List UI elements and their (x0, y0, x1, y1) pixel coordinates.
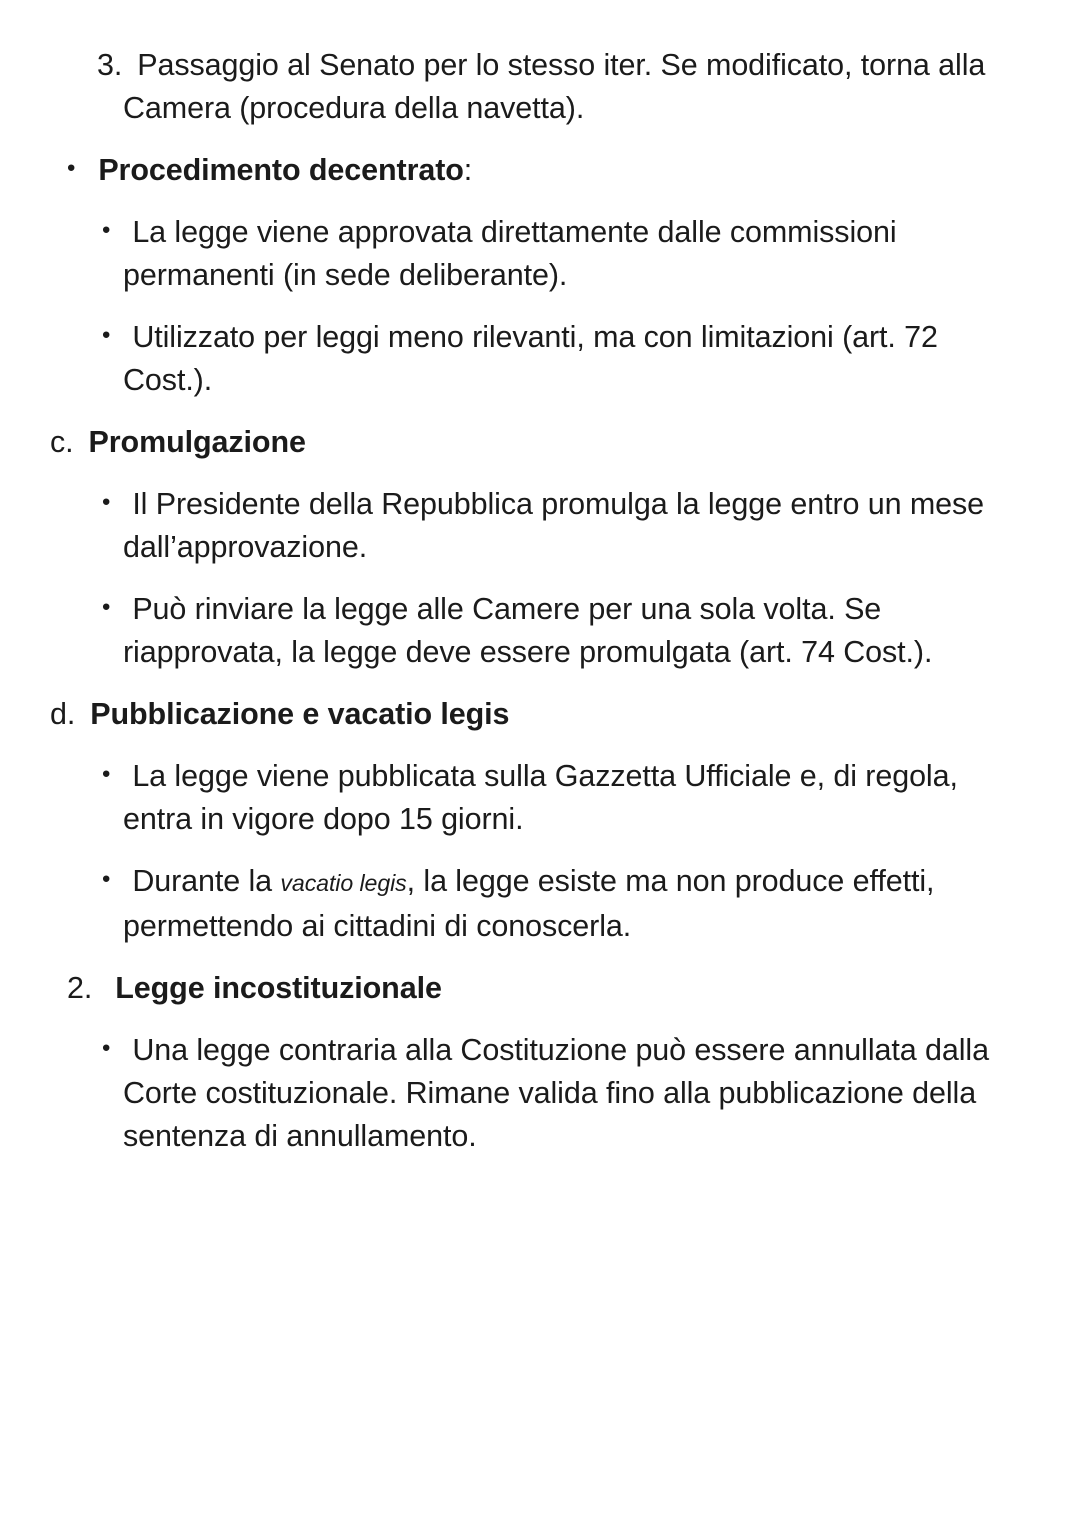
bullet-icon: • (102, 321, 111, 349)
numbered-item-3 (50, 44, 1025, 130)
bullet-label-suffix: : (463, 153, 473, 187)
numbered-item-text: Passaggio al Senato per lo stesso iter. Se modificato, torna alla Camera (procedura della navetta). (123, 48, 986, 125)
bullet-text: Può rinviare la legge alle Camere per una sola volta. Se riapprovata, la legge deve essere promulgata (art. 74 Cost.). (123, 592, 933, 669)
bullet-text: Il Presidente della Repubblica promulga la legge entro un mese dall’approvazione. (123, 487, 985, 564)
bullet-icon: • (102, 216, 111, 244)
bullet-icon: • (67, 154, 76, 182)
bullet-text-after: , la legge esiste ma non produce effetti, permettendo ai cittadini di conoscerla. (123, 864, 935, 943)
bullet-icon: • (102, 593, 111, 621)
bullet-icon: • (102, 865, 111, 893)
heading-c-promulgazione (50, 421, 1025, 464)
italic-term-vacatio-legis: vacatio legis (280, 870, 407, 896)
heading-label: c. (50, 425, 74, 459)
heading-title: Pubblicazione e vacatio legis (90, 697, 510, 731)
bullet-icon: • (102, 760, 111, 788)
numbered-item-title: Legge incostituzionale (115, 971, 442, 1005)
bullet-leggi-meno-rilevanti (50, 316, 1025, 402)
bullet-icon: • (102, 488, 111, 516)
bullet-presidente-promulga (50, 483, 1025, 569)
bullet-gazzetta-ufficiale (50, 755, 1025, 841)
bullet-text: La legge viene pubblicata sulla Gazzetta Ufficiale e, di regola, entra in vigore dopo 15 giorni. (123, 759, 958, 836)
bullet-procedimento-decentrato (50, 149, 1025, 192)
list-marker-number: 2. (67, 971, 93, 1005)
numbered-item-2 (50, 967, 1025, 1010)
bullet-durante-vacatio (50, 860, 1025, 948)
bullet-commissioni-permanenti (50, 211, 1025, 297)
bullet-text: Utilizzato per leggi meno rilevanti, ma con limitazioni (art. 72 Cost.). (123, 320, 938, 397)
list-marker-number: 3. (97, 48, 123, 82)
bullet-icon: • (102, 1034, 111, 1062)
heading-d-pubblicazione (50, 693, 1025, 736)
bullet-text: La legge viene approvata direttamente dalle commissioni permanenti (in sede deliberante). (123, 215, 897, 292)
heading-title: Promulgazione (88, 425, 306, 459)
bullet-rinvio-camere (50, 588, 1025, 674)
bullet-legge-contraria (50, 1029, 1025, 1158)
heading-label: d. (50, 697, 76, 731)
bullet-text: Una legge contraria alla Costituzione può essere annullata dalla Corte costituzionale. Rimane valida fino alla pubblicazione della sentenza di annullamento. (123, 1033, 989, 1153)
bullet-label-bold: Procedimento decentrato (98, 153, 464, 187)
bullet-text-before: Durante la (132, 864, 281, 898)
